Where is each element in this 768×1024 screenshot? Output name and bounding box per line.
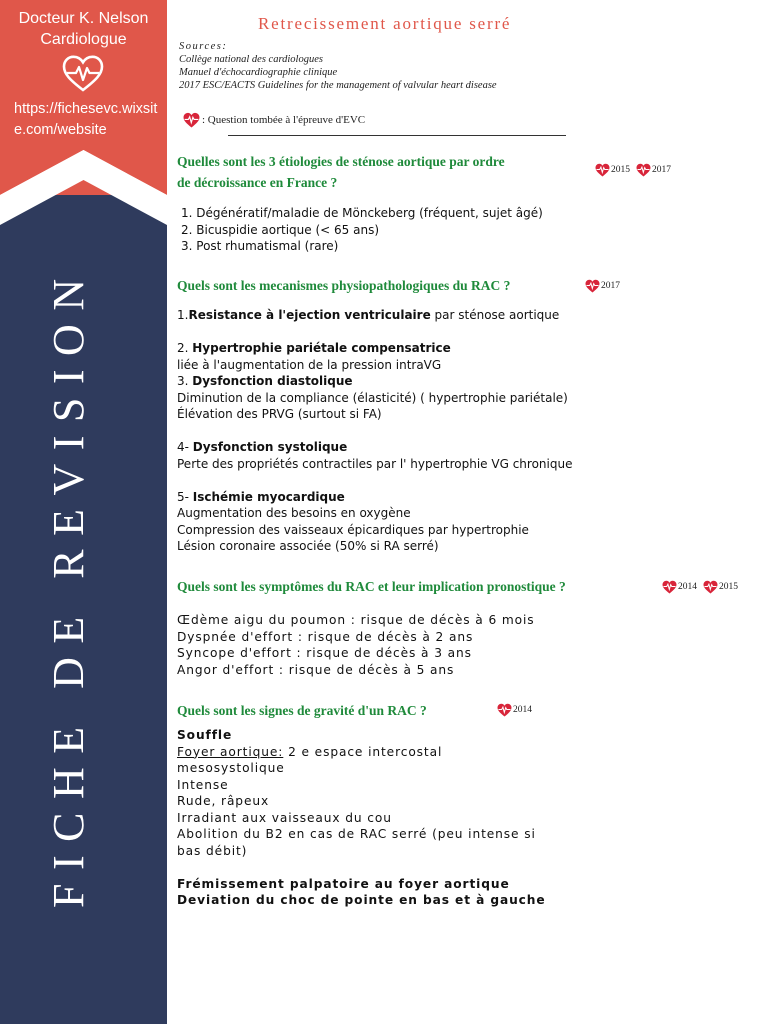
- heart-ecg-icon: [595, 163, 610, 177]
- doctor-name: [0, 8, 167, 50]
- sign-text: Frémissement palpatoire au foyer aortique: [177, 876, 510, 891]
- question-mecanismes: Quels sont les mecanismes physiopathologiques du RAC ?: [177, 278, 511, 293]
- heart-ecg-icon: [497, 703, 512, 717]
- item-title: Dysfonction diastolique: [192, 374, 353, 388]
- list-item: Rude, râpeux: [177, 794, 270, 808]
- item-title: Dysfonction systolique: [192, 440, 348, 454]
- list-item: Angor d'effort : risque de décès à 5 ans: [177, 662, 455, 677]
- exam-tag: [636, 163, 671, 177]
- list-item: Syncope d'effort : risque de décès à 3 ans: [177, 646, 472, 660]
- souffle-title: Souffle: [177, 728, 233, 742]
- heart-ecg-icon: [662, 580, 677, 594]
- tag-year: 2015: [611, 165, 630, 175]
- list-item: Abolition du B2 en cas de RAC serré (peu intense si: [177, 827, 536, 841]
- item-number: 4-: [177, 440, 193, 454]
- chevron-decoration: [0, 150, 167, 225]
- list-item: bas débit): [177, 843, 248, 858]
- etiologies-list: [181, 205, 543, 255]
- list-item: Dyspnée d'effort : risque de décès à 2 ans: [177, 629, 474, 644]
- mecanisme-3: [177, 373, 572, 390]
- page-title: Retrecissement aortique serré: [258, 14, 512, 33]
- exam-tag: [497, 703, 532, 717]
- website-link[interactable]: https://fichesevc.wixsite.com/website: [14, 101, 158, 138]
- doctor-title: Cardiologue: [40, 31, 127, 48]
- heart-ecg-icon: [703, 580, 718, 594]
- item-text: Augmentation des besoins en oxygène: [177, 506, 411, 520]
- source-item: Collège national des cardiologues: [179, 54, 323, 65]
- question-line: de décroissance en France ?: [177, 175, 338, 190]
- tag-year: 2017: [601, 281, 620, 291]
- mecanisme-5: [177, 489, 572, 506]
- question-symptomes: Quels sont les symptômes du RAC et leur implication pronostique ?: [177, 579, 566, 594]
- heart-ecg-icon: [183, 112, 200, 128]
- mecanisme-2: [177, 340, 572, 357]
- list-item: Œdème aigu du poumon : risque de décès à 6 mois: [177, 613, 535, 627]
- symptomes-list: [177, 612, 535, 678]
- sources-label: Sources:: [179, 41, 228, 52]
- sign-text: Deviation du choc de pointe en bas et à gauche: [177, 893, 546, 907]
- question-gravite: Quels sont les signes de gravité d'un RAC ?: [177, 703, 427, 718]
- legend-text: : Question tombée à l'épreuve d'EVC: [202, 114, 366, 126]
- item-text: Perte des propriétés contractiles par l' hypertrophie VG chronique: [177, 456, 573, 471]
- sidebar: [0, 0, 167, 1024]
- tag-year: 2015: [719, 582, 738, 592]
- item-title: Resistance à l'ejection ventriculaire: [188, 308, 431, 322]
- item-number: 2.: [177, 341, 193, 355]
- item-title: Ischémie myocardique: [192, 489, 345, 504]
- exam-tags: [595, 163, 677, 177]
- exam-tags: [662, 580, 744, 594]
- foyer-line: [177, 744, 546, 761]
- item-text: liée à l'augmentation de la pression intraVG: [177, 357, 442, 372]
- souffle-heading: [177, 727, 546, 744]
- exam-tag: [662, 580, 697, 594]
- doctor-name-line1: Docteur K. Nelson: [18, 10, 149, 27]
- exam-tag: [595, 163, 630, 177]
- foyer-text: 2 e espace intercostal: [283, 744, 443, 759]
- list-item: 1. Dégénératif/maladie de Mönckeberg (fréquent, sujet âgé): [181, 206, 543, 220]
- mecanismes-content: [177, 307, 572, 555]
- item-text: Diminution de la compliance (élasticité) ( hypertrophie pariétale): [177, 390, 568, 405]
- mecanisme-1: [177, 307, 572, 324]
- item-text: Compression des vaisseaux épicardiques par hypertrophie: [177, 522, 529, 537]
- item-text: par sténose aortique: [430, 308, 560, 322]
- heart-ecg-icon: [585, 279, 600, 293]
- list-item: Intense: [177, 777, 229, 792]
- item-number: 1.: [177, 308, 189, 322]
- list-item: mesosystolique: [177, 761, 285, 775]
- item-text: Lésion coronaire associée (50% si RA serré): [177, 539, 439, 553]
- heart-ecg-icon: [636, 163, 651, 177]
- item-text: Élévation des PRVG (surtout si FA): [177, 407, 382, 421]
- question-etiologies: [177, 151, 505, 193]
- list-item: 3. Post rhumatismal (rare): [181, 239, 339, 253]
- mecanisme-4: [177, 439, 572, 456]
- divider: [228, 135, 566, 136]
- source-item: 2017 ESC/EACTS Guidelines for the management of valvular heart disease: [179, 80, 497, 91]
- exam-tags: [497, 703, 538, 717]
- source-item: Manuel d'échocardiographie clinique: [179, 67, 338, 78]
- tag-year: 2017: [652, 165, 671, 175]
- item-title: Hypertrophie pariétale compensatrice: [192, 341, 451, 355]
- vertical-title: FICHE DE REVISION: [44, 265, 93, 908]
- tag-year: 2014: [513, 705, 532, 715]
- bold-sign: [177, 876, 546, 893]
- exam-tag: [585, 279, 620, 293]
- sources: [179, 40, 497, 92]
- item-number: 3.: [177, 374, 193, 388]
- tag-year: 2014: [678, 582, 697, 592]
- list-item: 2. Bicuspidie aortique (< 65 ans): [181, 222, 379, 237]
- exam-tags: [585, 279, 626, 293]
- list-item: Irradiant aux vaisseaux du cou: [177, 810, 392, 825]
- gravite-content: [177, 727, 546, 909]
- bold-sign: [177, 892, 546, 909]
- foyer-label: Foyer aortique:: [177, 744, 284, 759]
- heart-ecg-logo-icon: [62, 55, 104, 93]
- exam-tag: [703, 580, 738, 594]
- item-number: 5-: [177, 489, 193, 504]
- legend: [183, 112, 365, 128]
- question-line: Quelles sont les 3 étiologies de sténose aortique par ordre: [177, 154, 505, 169]
